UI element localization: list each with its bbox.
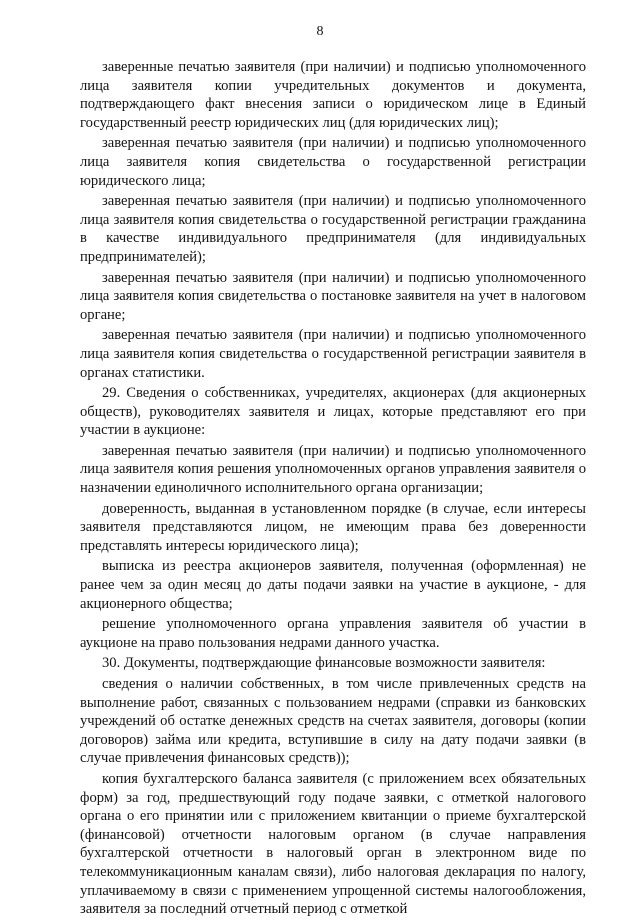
paragraph-13: копия бухгалтерского баланса заявителя (с приложением всех обязательных форм) за год, предшествующий году подаче заявки, с отметкой налогового органа о его принятии или с приложением квитанции о приеме бухгалтерской (финансовой) отчетности налоговым органом (в случае направления бухгалтерской отчетности в налоговый орган в электронном виде по телекоммуникационным каналам связи), либо налоговая декларация по налогу, уплачиваемому в связи с применением упрощенной системы налогообложения, заявителя за последний отчетный период с отметкой (80, 770, 586, 918)
paragraph-section-30: 30. Документы, подтверждающие финансовые возможности заявителя: (102, 655, 546, 672)
paragraph-3: заверенная печатью заявителя (при наличии) и подписью уполномоченного лица заявителя копия свидетельства о государственной регистрации гражданина в качестве индивидуального предпринимателя (для индивидуальных предпринимателей); (80, 193, 586, 265)
page-number: 8 (316, 24, 324, 39)
paragraph-2: заверенная печатью заявителя (при наличии) и подписью уполномоченного лица заявителя копия свидетельства о государственной регистрации юридического лица; (80, 135, 586, 189)
paragraph-9: выписка из реестра акционеров заявителя, полученная (оформленная) не ранее чем за один месяц до даты подачи заявки на участие в аукционе, - для акционерного общества; (80, 558, 586, 612)
paragraph-section-29: 29. Сведения о собственниках, учредителях, акционерах (для акционерных обществ), руководителях заявителя и лицах, которые представляют его при участии в аукционе: (80, 385, 586, 439)
paragraph-5: заверенная печатью заявителя (при наличии) и подписью уполномоченного лица заявителя копия свидетельства о государственной регистрации заявителя в органах статистики. (80, 327, 586, 381)
paragraph-12: сведения о наличии собственных, в том числе привлеченных средств на выполнение работ, связанных с пользованием недрами (справки из банковских учреждений об остатке денежных средств на счетах заявителя, договоры (копии договоров) займа или кредита, вступившие в силу на дату подачи заявки (в случае привлечения финансовых средств)); (80, 676, 586, 767)
paragraph-1: заверенные печатью заявителя (при наличии) и подписью уполномоченного лица заявителя копии учредительных документов и документа, подтверждающего факт внесения записи о юридическом лице в Единый государственный реестр юридических лиц (для юридических лиц); (80, 59, 586, 131)
paragraph-10: решение уполномоченного органа управления заявителя об участии в аукционе на право пользования недрами данного участка. (80, 616, 586, 651)
document-body (80, 58, 586, 921)
paragraph-8: доверенность, выданная в установленном порядке (в случае, если интересы заявителя представляются лицом, не имеющим права без доверенности представлять интересы юридического лица); (80, 500, 586, 554)
paragraph-4: заверенная печатью заявителя (при наличии) и подписью уполномоченного лица заявителя копия свидетельства о постановке заявителя на учет в налоговом органе; (80, 269, 586, 323)
paragraph-7: заверенная печатью заявителя (при наличии) и подписью уполномоченного лица заявителя копия решения уполномоченных органов управления заявителя о назначении единоличного исполнительного органа организации; (80, 442, 586, 497)
